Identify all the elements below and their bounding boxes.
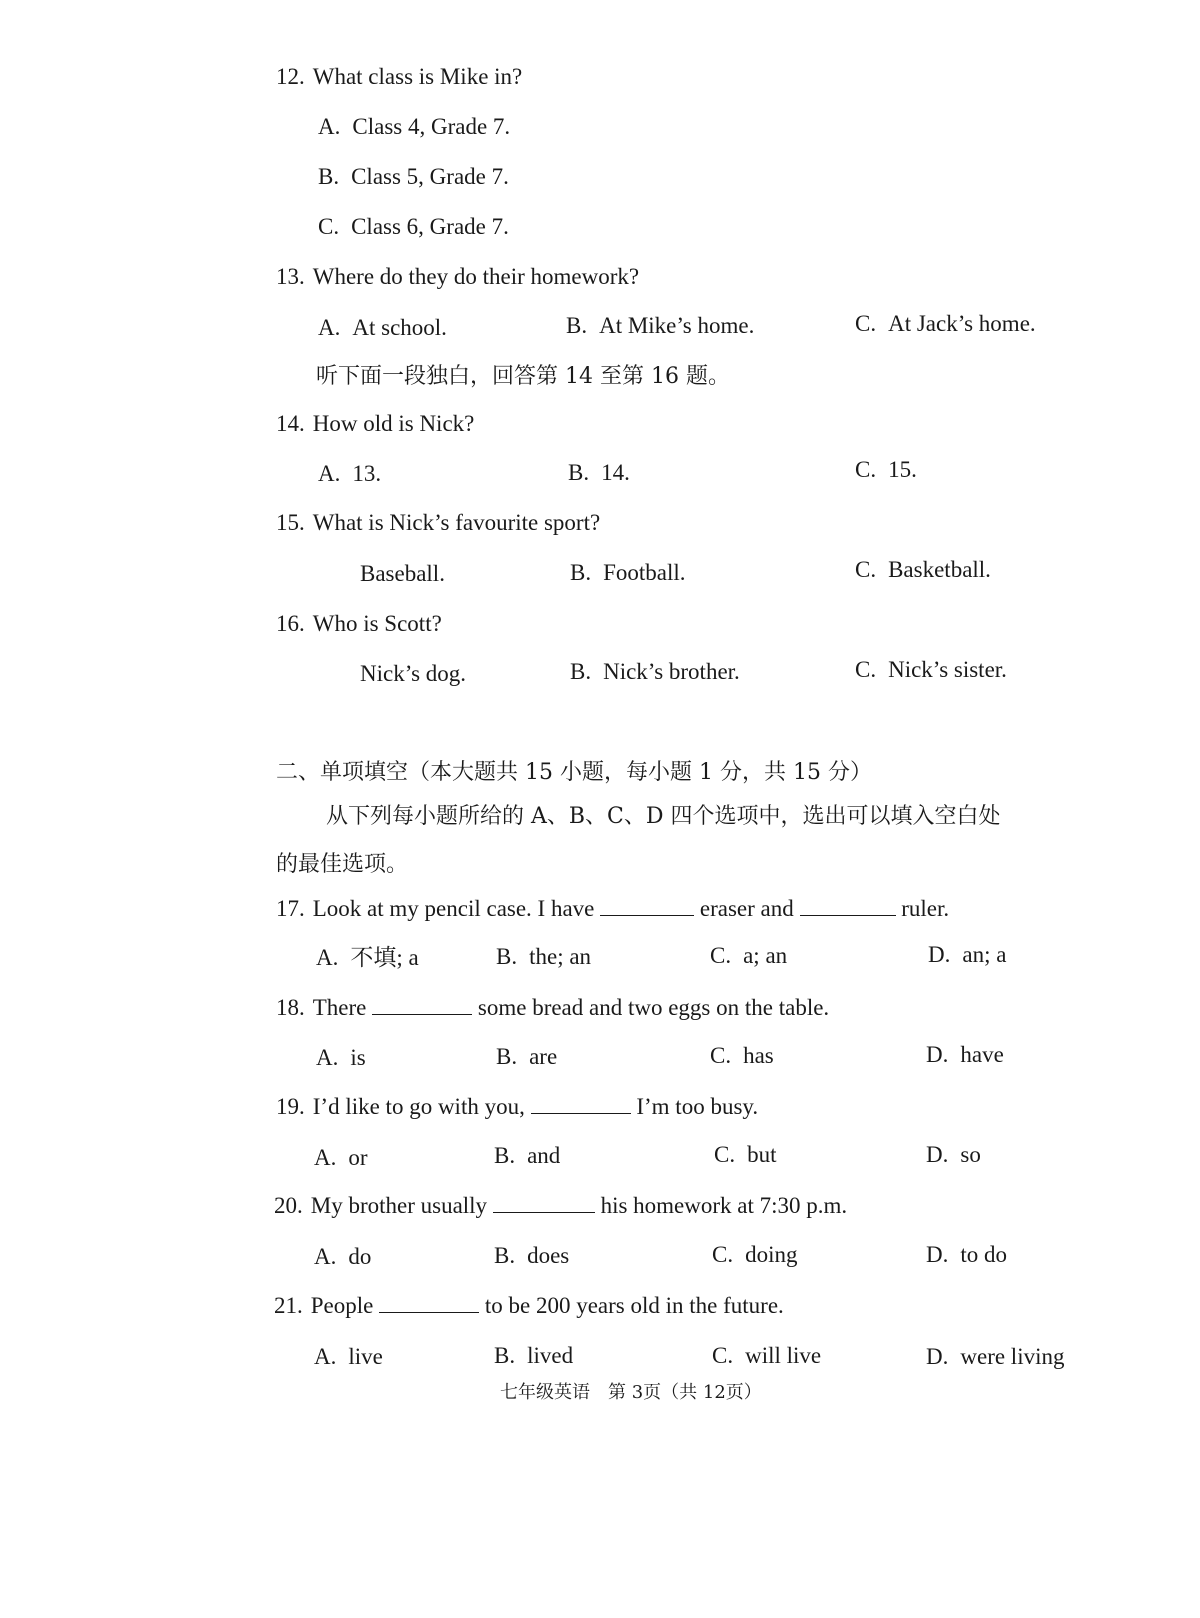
question-text: eraser and bbox=[699, 896, 794, 921]
option-18-c bbox=[710, 1041, 774, 1071]
option-letter: D. bbox=[926, 1344, 949, 1369]
option-17-b bbox=[496, 942, 591, 972]
question-13 bbox=[276, 262, 639, 292]
option-text: does bbox=[527, 1243, 570, 1268]
question-text: his homework at 7:30 p.m. bbox=[600, 1193, 848, 1218]
question-text: some bread and two eggs on the table. bbox=[477, 995, 830, 1020]
option-text: At Jack’s home. bbox=[888, 311, 1036, 336]
option-20-c bbox=[712, 1240, 797, 1270]
option-letter: C. bbox=[712, 1343, 734, 1368]
option-19-c bbox=[714, 1140, 776, 1170]
question-14 bbox=[276, 409, 474, 439]
answer-blank bbox=[800, 895, 896, 916]
option-letter: A. bbox=[318, 114, 341, 139]
option-letter: C. bbox=[855, 311, 877, 336]
page-footer: 七年级英语 第 3页（共 12页） bbox=[500, 1382, 762, 1403]
option-text: 13. bbox=[352, 461, 382, 486]
option-21-d bbox=[926, 1342, 1064, 1372]
option-19-d bbox=[926, 1140, 981, 1170]
option-letter: C. bbox=[710, 943, 732, 968]
question-text: I’d like to go with you, bbox=[312, 1094, 525, 1119]
option-letter: A. bbox=[314, 1344, 337, 1369]
option-20-b bbox=[494, 1241, 569, 1271]
option-17-a bbox=[316, 943, 419, 973]
question-16 bbox=[276, 609, 442, 639]
option-15-b bbox=[570, 558, 686, 588]
option-text: 15. bbox=[888, 457, 917, 482]
option-text: Football. bbox=[603, 560, 686, 585]
answer-blank bbox=[372, 994, 472, 1015]
option-letter: B. bbox=[566, 313, 588, 338]
option-18-d bbox=[926, 1040, 1004, 1070]
question-number: 16. bbox=[276, 611, 305, 636]
option-letter: B. bbox=[494, 1243, 516, 1268]
option-text: so bbox=[960, 1142, 981, 1167]
option-text: 14. bbox=[601, 460, 630, 485]
option-text: has bbox=[743, 1043, 774, 1068]
option-text: Class 5, Grade 7. bbox=[351, 164, 509, 189]
option-letter: B. bbox=[568, 460, 590, 485]
option-13-c bbox=[855, 309, 1036, 339]
option-text: the; an bbox=[529, 944, 592, 969]
question-text: People bbox=[310, 1293, 374, 1318]
option-letter: B. bbox=[496, 1044, 518, 1069]
option-12-c bbox=[318, 212, 509, 242]
option-letter: C. bbox=[318, 214, 340, 239]
option-letter: A. bbox=[316, 945, 339, 970]
option-14-b bbox=[568, 458, 630, 488]
option-letter: D. bbox=[926, 1142, 949, 1167]
question-text: Who is Scott? bbox=[312, 611, 442, 636]
option-letter: A. bbox=[314, 1244, 337, 1269]
question-15 bbox=[276, 508, 600, 538]
question-text: ruler. bbox=[901, 896, 950, 921]
option-letter: A. bbox=[318, 315, 341, 340]
question-number: 14. bbox=[276, 411, 305, 436]
option-14-c bbox=[855, 455, 917, 485]
answer-blank bbox=[379, 1292, 479, 1313]
option-text: doing bbox=[745, 1242, 798, 1267]
question-number: 19. bbox=[276, 1094, 305, 1119]
question-text: Where do they do their homework? bbox=[312, 264, 640, 289]
question-text: I’m too busy. bbox=[636, 1094, 759, 1119]
section-heading: 二、单项填空（本大题共 15 小题，每小题 1 分，共 15 分） bbox=[276, 760, 872, 785]
option-text: Nick’s dog. bbox=[360, 661, 467, 686]
option-letter: A. bbox=[314, 1145, 337, 1170]
option-letter: B. bbox=[570, 560, 592, 585]
option-12-a bbox=[318, 112, 510, 142]
option-16-a bbox=[360, 659, 466, 689]
option-letter: C. bbox=[710, 1043, 732, 1068]
option-text: Class 4, Grade 7. bbox=[352, 114, 511, 139]
option-text: At Mike’s home. bbox=[599, 313, 755, 338]
option-text: were living bbox=[960, 1344, 1065, 1369]
question-number: 20. bbox=[274, 1193, 303, 1218]
option-letter: B. bbox=[570, 659, 592, 684]
option-text: are bbox=[529, 1044, 558, 1069]
option-18-a bbox=[316, 1043, 366, 1073]
option-text: At school. bbox=[352, 315, 447, 340]
question-number: 21. bbox=[274, 1293, 303, 1318]
option-text: but bbox=[747, 1142, 777, 1167]
question-number: 17. bbox=[276, 896, 305, 921]
option-20-a bbox=[314, 1242, 371, 1272]
option-letter: C. bbox=[712, 1242, 734, 1267]
option-letter: A. bbox=[316, 1045, 339, 1070]
option-text: or bbox=[348, 1145, 368, 1170]
option-letter: B. bbox=[494, 1343, 516, 1368]
option-text: Baseball. bbox=[360, 561, 445, 586]
question-17 bbox=[276, 894, 949, 924]
option-text: have bbox=[960, 1042, 1004, 1067]
option-15-c bbox=[855, 555, 991, 585]
listening-instruction: 听下面一段独白，回答第 14 至第 16 题。 bbox=[316, 364, 730, 389]
option-text: to do bbox=[960, 1242, 1008, 1267]
option-13-a bbox=[318, 313, 447, 343]
answer-blank bbox=[531, 1093, 631, 1114]
option-13-b bbox=[566, 311, 754, 341]
option-text: Nick’s brother. bbox=[603, 659, 740, 684]
option-letter: C. bbox=[855, 457, 877, 482]
option-16-c bbox=[855, 655, 1007, 685]
question-text: Look at my pencil case. I have bbox=[312, 896, 595, 921]
section-instruction-line1: 从下列每小题所给的 A、B、C、D 四个选项中，选出可以填入空白处 bbox=[326, 804, 1001, 829]
option-text: a; an bbox=[743, 943, 788, 968]
question-text: What class is Mike in? bbox=[312, 64, 523, 89]
question-text: to be 200 years old in the future. bbox=[484, 1293, 784, 1318]
question-text: What is Nick’s favourite sport? bbox=[312, 510, 601, 535]
option-letter: D. bbox=[926, 1242, 949, 1267]
option-17-d bbox=[928, 940, 1006, 970]
option-17-c bbox=[710, 941, 787, 971]
question-18 bbox=[276, 993, 829, 1023]
option-letter: D. bbox=[926, 1042, 949, 1067]
question-21 bbox=[274, 1291, 784, 1321]
option-text: will live bbox=[745, 1343, 822, 1368]
option-letter: D. bbox=[928, 942, 951, 967]
option-18-b bbox=[496, 1042, 557, 1072]
option-21-c bbox=[712, 1341, 821, 1371]
option-20-d bbox=[926, 1240, 1007, 1270]
section-instruction-line2: 的最佳选项。 bbox=[276, 852, 409, 877]
question-number: 13. bbox=[276, 264, 305, 289]
option-text: Basketball. bbox=[888, 557, 991, 582]
option-text: do bbox=[348, 1244, 372, 1269]
option-15-a bbox=[360, 559, 445, 589]
option-letter: C. bbox=[855, 557, 877, 582]
option-text: Class 6, Grade 7. bbox=[351, 214, 509, 239]
question-number: 18. bbox=[276, 995, 305, 1020]
option-letter: B. bbox=[318, 164, 340, 189]
option-16-b bbox=[570, 657, 740, 687]
option-letter: A. bbox=[318, 461, 341, 486]
option-text: is bbox=[350, 1045, 366, 1070]
answer-blank bbox=[493, 1192, 595, 1213]
option-21-a bbox=[314, 1342, 383, 1372]
answer-blank bbox=[600, 895, 694, 916]
question-text: There bbox=[312, 995, 367, 1020]
option-19-a bbox=[314, 1143, 368, 1173]
option-text: 不填; a bbox=[350, 945, 419, 970]
option-letter: C. bbox=[714, 1142, 736, 1167]
question-number: 15. bbox=[276, 510, 305, 535]
option-text: live bbox=[348, 1344, 383, 1369]
option-text: an; a bbox=[962, 942, 1007, 967]
option-21-b bbox=[494, 1341, 573, 1371]
option-12-b bbox=[318, 162, 509, 192]
question-12 bbox=[276, 62, 522, 92]
option-text: and bbox=[527, 1143, 561, 1168]
question-19 bbox=[276, 1092, 758, 1122]
option-14-a bbox=[318, 459, 381, 489]
option-letter: C. bbox=[855, 657, 877, 682]
option-text: Nick’s sister. bbox=[888, 657, 1007, 682]
option-letter: B. bbox=[494, 1143, 516, 1168]
option-letter: B. bbox=[496, 944, 518, 969]
option-19-b bbox=[494, 1141, 560, 1171]
question-20 bbox=[274, 1191, 847, 1221]
question-number: 12. bbox=[276, 64, 305, 89]
question-text: How old is Nick? bbox=[312, 411, 475, 436]
option-text: lived bbox=[527, 1343, 574, 1368]
question-text: My brother usually bbox=[310, 1193, 488, 1218]
